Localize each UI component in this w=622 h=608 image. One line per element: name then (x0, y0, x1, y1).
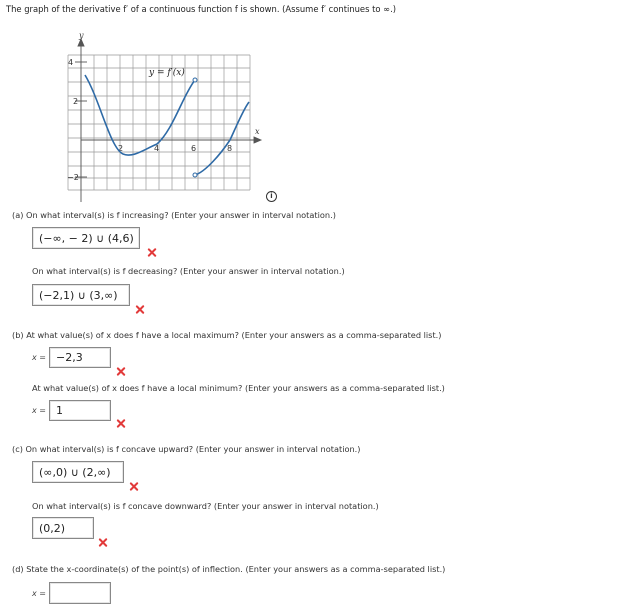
incorrect-mark-icon (116, 419, 125, 428)
question-c-concave-up: (c) On what interval(s) is f concave upward? (Enter your answer in interval notation.) (12, 444, 361, 454)
answer-c-concave-down-field[interactable]: (0,2) (32, 517, 94, 539)
problem-intro: The graph of the derivative f′ of a continuous function f is shown. (Assume f′ continues to ∞.) (6, 4, 397, 14)
info-icon[interactable]: i (266, 191, 277, 202)
answer-b-maximum-field[interactable]: −2,3 (49, 347, 111, 368)
derivative-curve-continuation (195, 102, 249, 175)
incorrect-mark-icon (147, 248, 156, 257)
answer-d-inflection-field[interactable] (49, 582, 111, 604)
x-equals-label: x = (32, 353, 46, 362)
answer-b-minimum-field[interactable]: 1 (49, 400, 111, 421)
y-tick-neg2: −2 (67, 173, 79, 182)
question-a-increasing: (a) On what interval(s) is f increasing? (Enter your answer in interval notation.) (12, 210, 336, 220)
x-equals-label: x = (32, 406, 46, 415)
x-tick-4: 4 (154, 144, 160, 153)
question-b-minimum: At what value(s) of x does f have a local minimum? (Enter your answers as a comma-separated list.) (32, 383, 445, 393)
graph-axes (78, 39, 261, 202)
function-label: y = f′(x) (149, 68, 185, 78)
x-tick-2: 2 (118, 144, 124, 153)
y-axis-label: y (79, 31, 84, 40)
x-axis-label: x (255, 127, 260, 136)
derivative-graph (55, 30, 275, 205)
incorrect-mark-icon (98, 538, 107, 547)
derivative-curve (85, 75, 195, 155)
question-a-decreasing: On what interval(s) is f decreasing? (Enter your answer in interval notation.) (32, 266, 345, 276)
x-equals-label: x = (32, 589, 46, 598)
answer-c-concave-up-field[interactable]: (∞,0) ∪ (2,∞) (32, 461, 124, 483)
x-tick-6: 6 (191, 144, 197, 153)
y-tick-2: 2 (73, 97, 79, 106)
x-tick-8: 8 (227, 144, 233, 153)
question-d-inflection: (d) State the x-coordinate(s) of the point(s) of inflection. (Enter your answers as a comma-separated list.) (12, 564, 446, 574)
question-c-concave-down: On what interval(s) is f concave downward? (Enter your answer in interval notation.) (32, 501, 379, 511)
answer-a-increasing-field[interactable]: (−∞, − 2) ∪ (4,6) (32, 227, 140, 249)
incorrect-mark-icon (116, 367, 125, 376)
question-b-maximum: (b) At what value(s) of x does f have a local maximum? (Enter your answers as a comma-separated list.) (12, 330, 442, 340)
open-endpoint-bottom (193, 173, 197, 177)
y-tick-4: 4 (68, 58, 74, 67)
answer-a-decreasing-field[interactable]: (−2,1) ∪ (3,∞) (32, 284, 130, 306)
incorrect-mark-icon (129, 482, 138, 491)
open-endpoint-top (193, 78, 197, 82)
incorrect-mark-icon (135, 305, 144, 314)
